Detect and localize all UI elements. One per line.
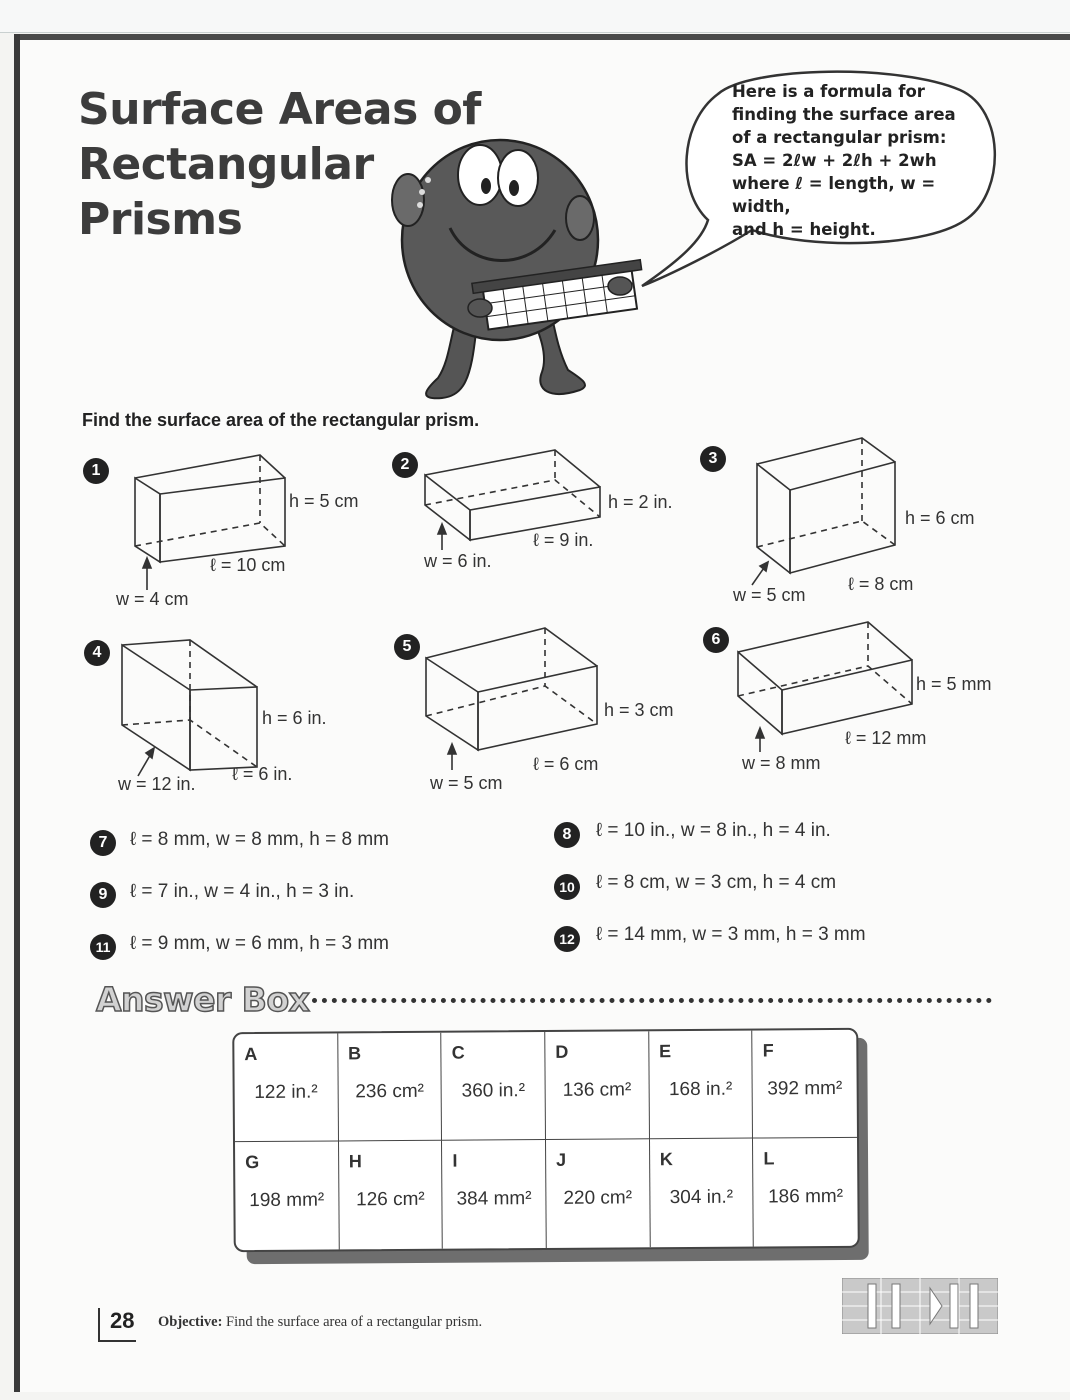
top-strip xyxy=(0,0,1070,33)
dotted-rule xyxy=(312,998,992,1003)
bubble-line: and h = height. xyxy=(732,220,876,239)
label-height-1: h = 5 cm xyxy=(289,491,359,511)
label-width-3: w = 5 cm xyxy=(733,585,806,605)
label-length-4: ℓ = 6 in. xyxy=(232,764,293,784)
objective-label: Objective: xyxy=(158,1314,223,1330)
answer-cell xyxy=(442,1032,546,1141)
answer-value: 304 in.² xyxy=(669,1186,734,1209)
answer-cell xyxy=(234,1033,338,1142)
problem-9: ℓ = 7 in., w = 4 in., h = 3 in. xyxy=(130,881,355,902)
answer-letter: I xyxy=(452,1150,458,1171)
label-width-6: w = 8 mm xyxy=(742,753,821,773)
page-number: 28 xyxy=(98,1308,136,1342)
label-width-5: w = 5 cm xyxy=(430,773,503,793)
problem-number-10: 10 xyxy=(554,874,580,900)
answer-letter: G xyxy=(245,1152,260,1173)
answer-cell xyxy=(753,1030,857,1139)
problem-number-9: 9 xyxy=(90,882,116,908)
label-length-2: ℓ = 9 in. xyxy=(533,530,594,550)
problem-12: ℓ = 14 mm, w = 3 mm, h = 3 mm xyxy=(596,924,866,945)
label-width-4: w = 12 in. xyxy=(118,774,196,794)
answer-letter: H xyxy=(348,1151,362,1172)
answer-value: 168 in.² xyxy=(668,1078,733,1101)
bubble-line: Here is a formula for xyxy=(732,82,925,101)
answer-box xyxy=(232,1028,860,1252)
problem-11: ℓ = 9 mm, w = 6 mm, h = 3 mm xyxy=(130,933,390,954)
mascot-eye-right xyxy=(498,150,538,206)
answer-cell xyxy=(338,1033,442,1142)
answer-value: 126 cm² xyxy=(356,1188,425,1211)
figure-number-5: 5 xyxy=(394,634,420,660)
answer-cell xyxy=(753,1138,857,1247)
answer-cell xyxy=(649,1031,753,1140)
label-length-5: ℓ = 6 cm xyxy=(533,754,599,774)
answer-value: 220 cm² xyxy=(563,1187,633,1209)
answer-cell xyxy=(339,1141,443,1250)
answer-letter: K xyxy=(659,1149,673,1170)
problem-7: ℓ = 8 mm, w = 8 mm, h = 8 mm xyxy=(130,829,390,850)
answer-value: 136 cm² xyxy=(562,1079,632,1101)
answer-cell xyxy=(546,1139,650,1248)
formula-line: SA = 2ℓw + 2ℓh + 2wh xyxy=(732,151,937,170)
label-length-6: ℓ = 12 mm xyxy=(845,728,927,748)
answer-value: 122 in.² xyxy=(254,1081,318,1104)
answer-grid xyxy=(234,1030,857,1250)
answer-letter: B xyxy=(347,1043,362,1064)
answer-letter: A xyxy=(244,1044,258,1065)
problem-number-12: 12 xyxy=(554,926,580,952)
label-height-2: h = 2 in. xyxy=(608,492,673,512)
mascot-eye-left xyxy=(458,145,502,205)
figure-number-2: 2 xyxy=(392,452,418,478)
mascot-ear-left xyxy=(392,174,424,226)
label-length-3: ℓ = 8 cm xyxy=(848,574,914,594)
answer-letter: D xyxy=(555,1041,569,1062)
answer-box-title: Answer Box xyxy=(96,980,310,1019)
label-height-6: h = 5 mm xyxy=(916,674,992,694)
answer-letter: F xyxy=(762,1040,774,1061)
label-width-2: w = 6 in. xyxy=(424,551,492,571)
label-height-3: h = 6 cm xyxy=(905,508,975,528)
answer-letter: J xyxy=(556,1149,567,1170)
figure-number-6: 6 xyxy=(703,627,729,653)
mascot-ear-right xyxy=(566,196,594,240)
answer-value: 392 mm² xyxy=(767,1077,843,1100)
title-line-3: Prisms xyxy=(78,194,243,245)
label-height-5: h = 3 cm xyxy=(604,700,674,720)
label-height-4: h = 6 in. xyxy=(262,708,327,728)
answer-cell xyxy=(545,1031,649,1140)
figure-number-1: 1 xyxy=(83,458,109,484)
problem-10: ℓ = 8 cm, w = 3 cm, h = 4 cm xyxy=(596,872,837,893)
problem-number-7: 7 xyxy=(90,830,116,856)
instruction: Find the surface area of the rectangular prism. xyxy=(82,410,480,430)
answer-value: 236 cm² xyxy=(355,1080,425,1103)
title-line-2: Rectangular xyxy=(78,139,374,190)
problem-number-8: 8 xyxy=(554,822,580,848)
figure-number-3: 3 xyxy=(700,446,726,472)
objective-text: Find the surface area of a rectangular prism. xyxy=(226,1314,483,1330)
problem-number-11: 11 xyxy=(90,934,116,960)
bubble-line: finding the surface area xyxy=(732,105,956,124)
answer-value: 186 mm² xyxy=(768,1185,844,1208)
title-line-1: Surface Areas of xyxy=(78,84,481,135)
answer-value: 198 mm² xyxy=(249,1189,325,1212)
answer-cell xyxy=(442,1140,546,1249)
answer-value: 384 mm² xyxy=(456,1188,532,1210)
problem-8: ℓ = 10 in., w = 8 in., h = 4 in. xyxy=(596,820,831,841)
answer-letter: E xyxy=(658,1041,672,1062)
bubble-line: of a rectangular prism: xyxy=(732,128,947,147)
speech-bubble-text xyxy=(732,80,994,241)
answer-cell xyxy=(235,1141,339,1250)
objective xyxy=(158,1314,482,1331)
label-width-1: w = 4 cm xyxy=(116,589,189,609)
label-length-1: ℓ = 10 cm xyxy=(210,555,286,575)
figure-number-4: 4 xyxy=(84,640,110,666)
answer-value: 360 in.² xyxy=(461,1080,526,1102)
answer-cell xyxy=(650,1139,754,1248)
bubble-line: where ℓ = length, w = width, xyxy=(732,174,936,216)
decorative-logo-icon xyxy=(842,1278,998,1334)
answer-letter: L xyxy=(763,1148,775,1169)
answer-letter: C xyxy=(451,1042,465,1063)
